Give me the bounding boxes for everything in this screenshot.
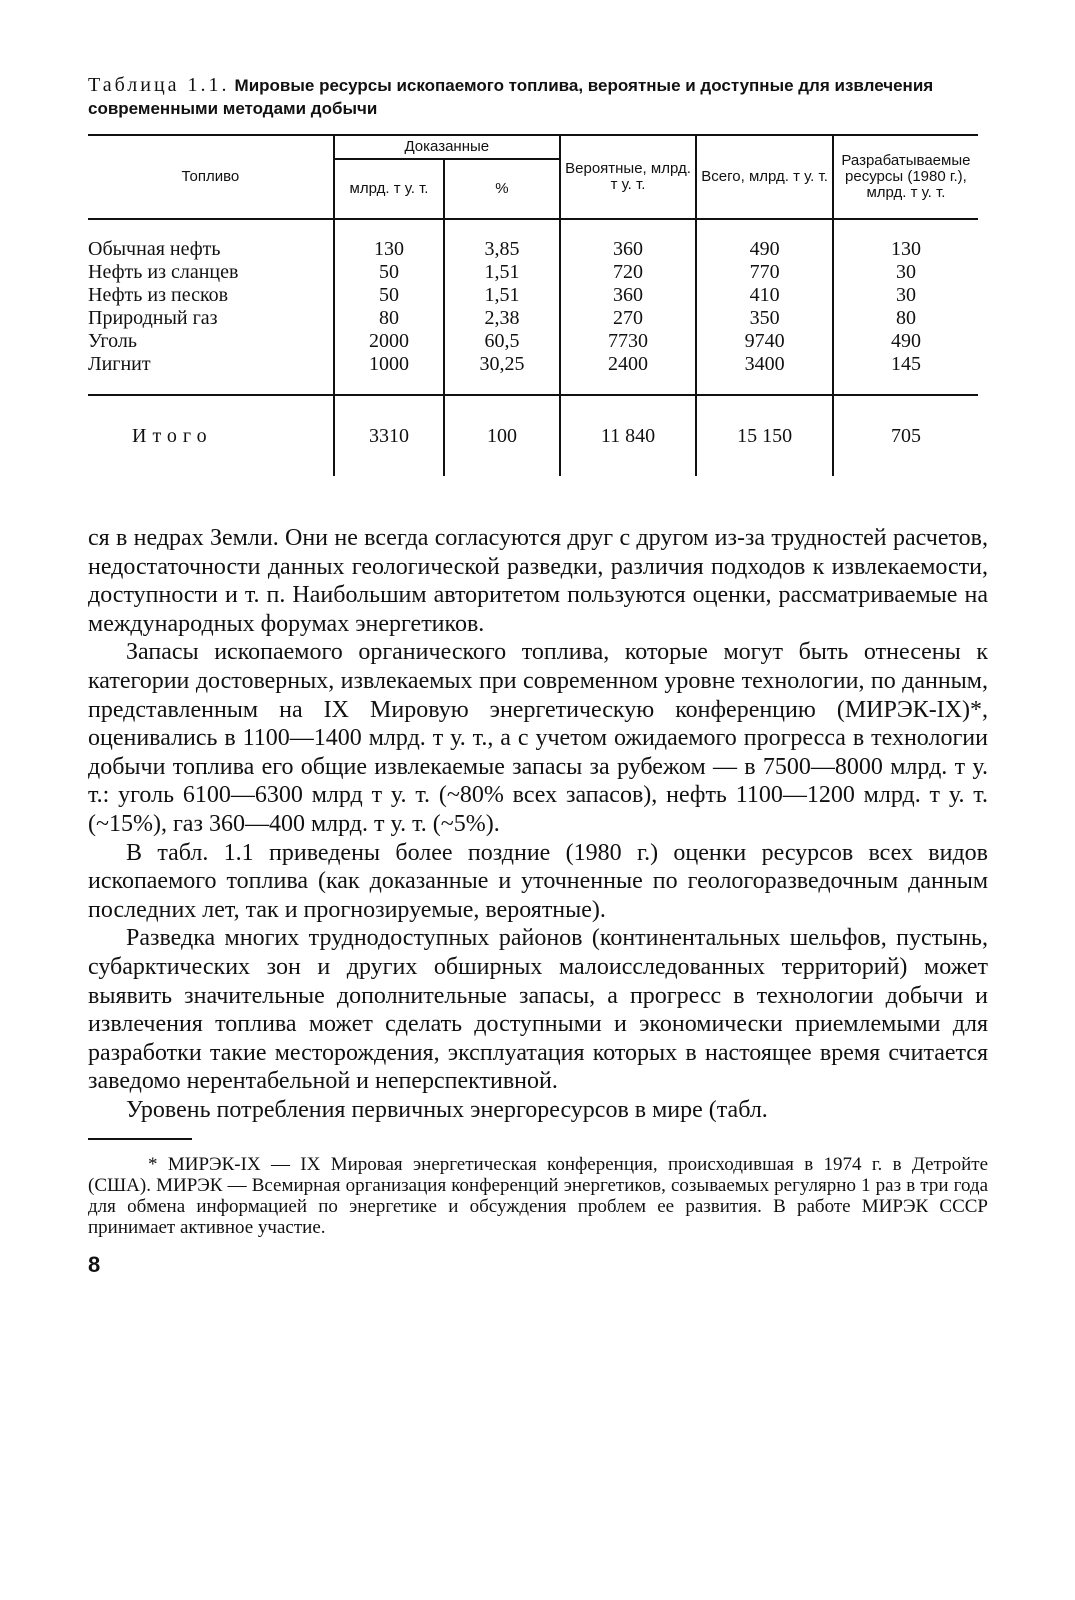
table-row-fuel: Нефть из песков	[88, 284, 229, 306]
table-cell: 360	[613, 284, 643, 306]
recoverable-column	[833, 219, 978, 395]
body-text	[88, 524, 988, 1124]
probable-column	[560, 219, 697, 395]
page-number: 8	[88, 1252, 101, 1278]
table-cell: 145	[890, 353, 921, 375]
header-recoverable: Разрабатываемые ресурсы (1980 г.), млрд. т у. т.	[833, 135, 978, 219]
resources-table	[88, 134, 978, 476]
table-cell: 2000	[369, 330, 409, 352]
paragraph: ся в недрах Земли. Они не всегда согласуются друг с другом из-за трудностей расчетов, недостаточности данных геологической разведки, различия подходов к извлекаемости, доступности и т. п. Наибольшим авторитетом пользуются оценки, рассматриваемые на международных форумах энергетиков.	[88, 525, 988, 637]
table-cell: 3400	[744, 353, 785, 375]
header-probable: Вероятные, млрд. т у. т.	[560, 135, 697, 219]
footnote-divider	[88, 1138, 192, 1140]
total-total: 15 150	[696, 395, 833, 476]
resources-table-wrap	[88, 134, 988, 476]
table-cell: 50	[379, 284, 399, 306]
header-proven-pct: %	[444, 159, 560, 219]
table-cell: 2400	[608, 353, 648, 375]
paragraph: Разведка многих труднодоступных районов (континентальных шельфов, пустынь, субарктических зон и других обширных малоисследованных территорий) может выявить значительные дополнительные запасы, а прогресс в технологии добычи и извлечения топлива может сделать доступными и экономически приемлемыми для разработки такие месторождения, эксплуатация которых в настоящее время считается заведомо нерентабельной и неперспективной.	[88, 925, 988, 1095]
table-cell: 7730	[608, 330, 648, 352]
table-total-row	[88, 395, 978, 476]
table-cell: 770	[749, 261, 780, 283]
table-cell: 1,51	[484, 284, 520, 306]
table-cell: 9740	[744, 330, 785, 352]
book-page	[88, 74, 988, 1278]
table-cell: 30	[895, 261, 916, 283]
header-proven-bn: млрд. т у. т.	[334, 159, 444, 219]
table-caption	[88, 74, 988, 120]
table-cell: 60,5	[484, 330, 520, 352]
header-proven: Доказанные	[334, 135, 560, 159]
table-cell: 490	[749, 238, 780, 260]
total-proven-bn: 3310	[334, 395, 444, 476]
table-cell: 130	[374, 238, 404, 260]
table-cell: 3,85	[484, 238, 520, 260]
header-total: Всего, млрд. т у. т.	[696, 135, 833, 219]
paragraph: Запасы ископаемого органического топлива, которые могут быть отнесены к категории достоверных, извлекаемых при современном уровне технологии, по данным, представленным на IX Мировую энергетическую конференцию (МИРЭК-IX)*, оценивались в 1100—1400 млрд. т у. т., а с учетом ожидаемого прогресса в технологии добычи топлива его общие извлекаемые запасы за рубежом — в 7500—8000 млрд. т у. т.: уголь 6100—6300 млрд т у. т. (~80% всех запасов), нефть 1100—1200 млрд. т у. т. (~15%), газ 360—400 млрд. т у. т. (~5%).	[88, 639, 988, 837]
table-row-fuel: Природный газ	[88, 307, 218, 329]
total-probable: 11 840	[560, 395, 697, 476]
table-cell: 490	[890, 330, 921, 352]
table-cell: 2,38	[484, 307, 520, 329]
paragraph: В табл. 1.1 приведены более поздние (1980 г.) оценки ресурсов всех видов ископаемого топлива (как доказанные и уточненные по геологоразведочным данным последних лет, так и прогнозируемые, вероятные).	[88, 839, 988, 923]
total-proven-pct: 100	[444, 395, 560, 476]
table-cell: 80	[379, 307, 399, 329]
table-cell: 350	[749, 307, 780, 329]
total-recoverable: 705	[833, 395, 978, 476]
table-label: Таблица 1.1.	[88, 74, 230, 96]
proven-bn-column	[334, 219, 444, 395]
table-cell: 50	[379, 261, 399, 283]
table-row-fuel: Лигнит	[88, 353, 151, 375]
table-cell: 270	[613, 307, 643, 329]
table-cell: 30	[895, 284, 916, 306]
proven-pct-column	[444, 219, 560, 395]
table-row-fuel: Нефть из сланцев	[88, 261, 239, 283]
table-row-fuel: Обычная нефть	[88, 238, 221, 260]
table-cell: 130	[890, 238, 921, 260]
table-cell: 410	[749, 284, 780, 306]
table-cell: 1000	[369, 353, 409, 375]
total-label: Итого	[132, 425, 213, 447]
table-cell: 30,25	[479, 353, 525, 375]
total-column	[696, 219, 833, 395]
header-fuel: Топливо	[181, 168, 240, 185]
table-title: Мировые ресурсы ископаемого топлива, вероятные и доступные для извлечения современными методами добычи	[88, 76, 934, 118]
footnote	[88, 1154, 988, 1238]
footnote-text: * МИРЭК-IX — IX Мировая энергетическая конференция, происходившая в 1974 г. в Детройте (США). МИРЭК — Всемирная организация конференций энергетиков, созываемых регулярно 1 раз в три года для обмена информацией по энергетике и обсуждения проблем ее развития. В работе МИРЭК СССР принимает активное участие.	[88, 1154, 988, 1239]
table-cell: 1,51	[484, 261, 520, 283]
paragraph: Уровень потребления первичных энергоресурсов в мире (табл.	[126, 1096, 768, 1123]
table-cell: 360	[613, 238, 643, 260]
table-cell: 720	[613, 261, 643, 283]
table-cell: 80	[895, 307, 916, 329]
table-row-fuel: Уголь	[88, 330, 137, 352]
fuel-column	[88, 219, 334, 395]
